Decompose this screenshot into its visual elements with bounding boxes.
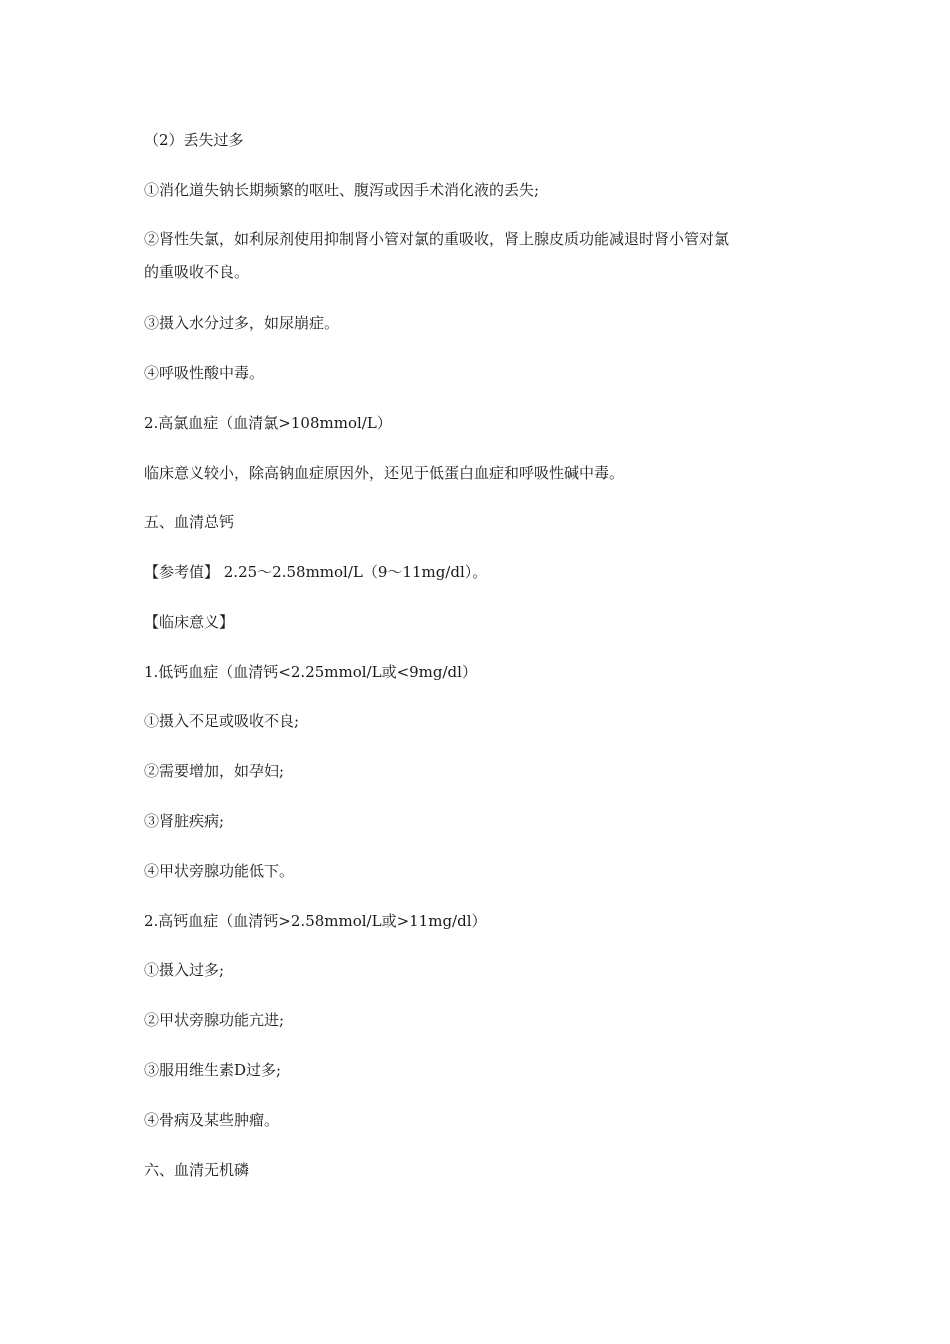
list-item: ②甲状旁腺功能亢进; — [144, 1011, 285, 1029]
list-item: ①消化道失钠长期频繁的呕吐、腹泻或因手术消化液的丢失; — [144, 181, 540, 199]
list-item: ②肾性失氯，如利尿剂使用抑制肾小管对氯的重吸收，肾上腺皮质功能减退时肾小管对氯 — [144, 230, 730, 248]
list-item: ④骨病及某些肿瘤。 — [144, 1111, 280, 1129]
list-item: ③服用维生素D过多; — [144, 1061, 282, 1079]
subheading-loss-excess: （2）丢失过多 — [144, 131, 244, 149]
list-item: ①摄入过多; — [144, 961, 225, 979]
reference-value: 【参考值】 2.25～2.58mmol/L（9～11mg/dl）。 — [144, 563, 488, 581]
list-item: ④呼吸性酸中毒。 — [144, 364, 265, 382]
list-item: ③肾脏疾病; — [144, 812, 225, 830]
subheading-hypercalcemia: 2.高钙血症（血清钙>2.58mmol/L或>11mg/dl） — [144, 912, 487, 930]
paragraph: 临床意义较小，除高钠血症原因外，还见于低蛋白血症和呼吸性碱中毒。 — [144, 464, 625, 482]
subheading-hypocalcemia: 1.低钙血症（血清钙<2.25mmol/L或<9mg/dl） — [144, 663, 477, 681]
section-heading-serum-calcium: 五、血清总钙 — [144, 513, 235, 531]
list-item: ②需要增加，如孕妇; — [144, 762, 285, 780]
list-item-continuation: 的重吸收不良。 — [144, 263, 250, 281]
list-item: ③摄入水分过多，如尿崩症。 — [144, 314, 340, 332]
list-item: ①摄入不足或吸收不良; — [144, 712, 300, 730]
section-heading-serum-phosphorus: 六、血清无机磷 — [144, 1161, 250, 1179]
clinical-significance-heading: 【临床意义】 — [144, 613, 235, 631]
subheading-hyperchloremia: 2.高氯血症（血清氯>108mmol/L） — [144, 414, 392, 432]
list-item: ④甲状旁腺功能低下。 — [144, 862, 295, 880]
